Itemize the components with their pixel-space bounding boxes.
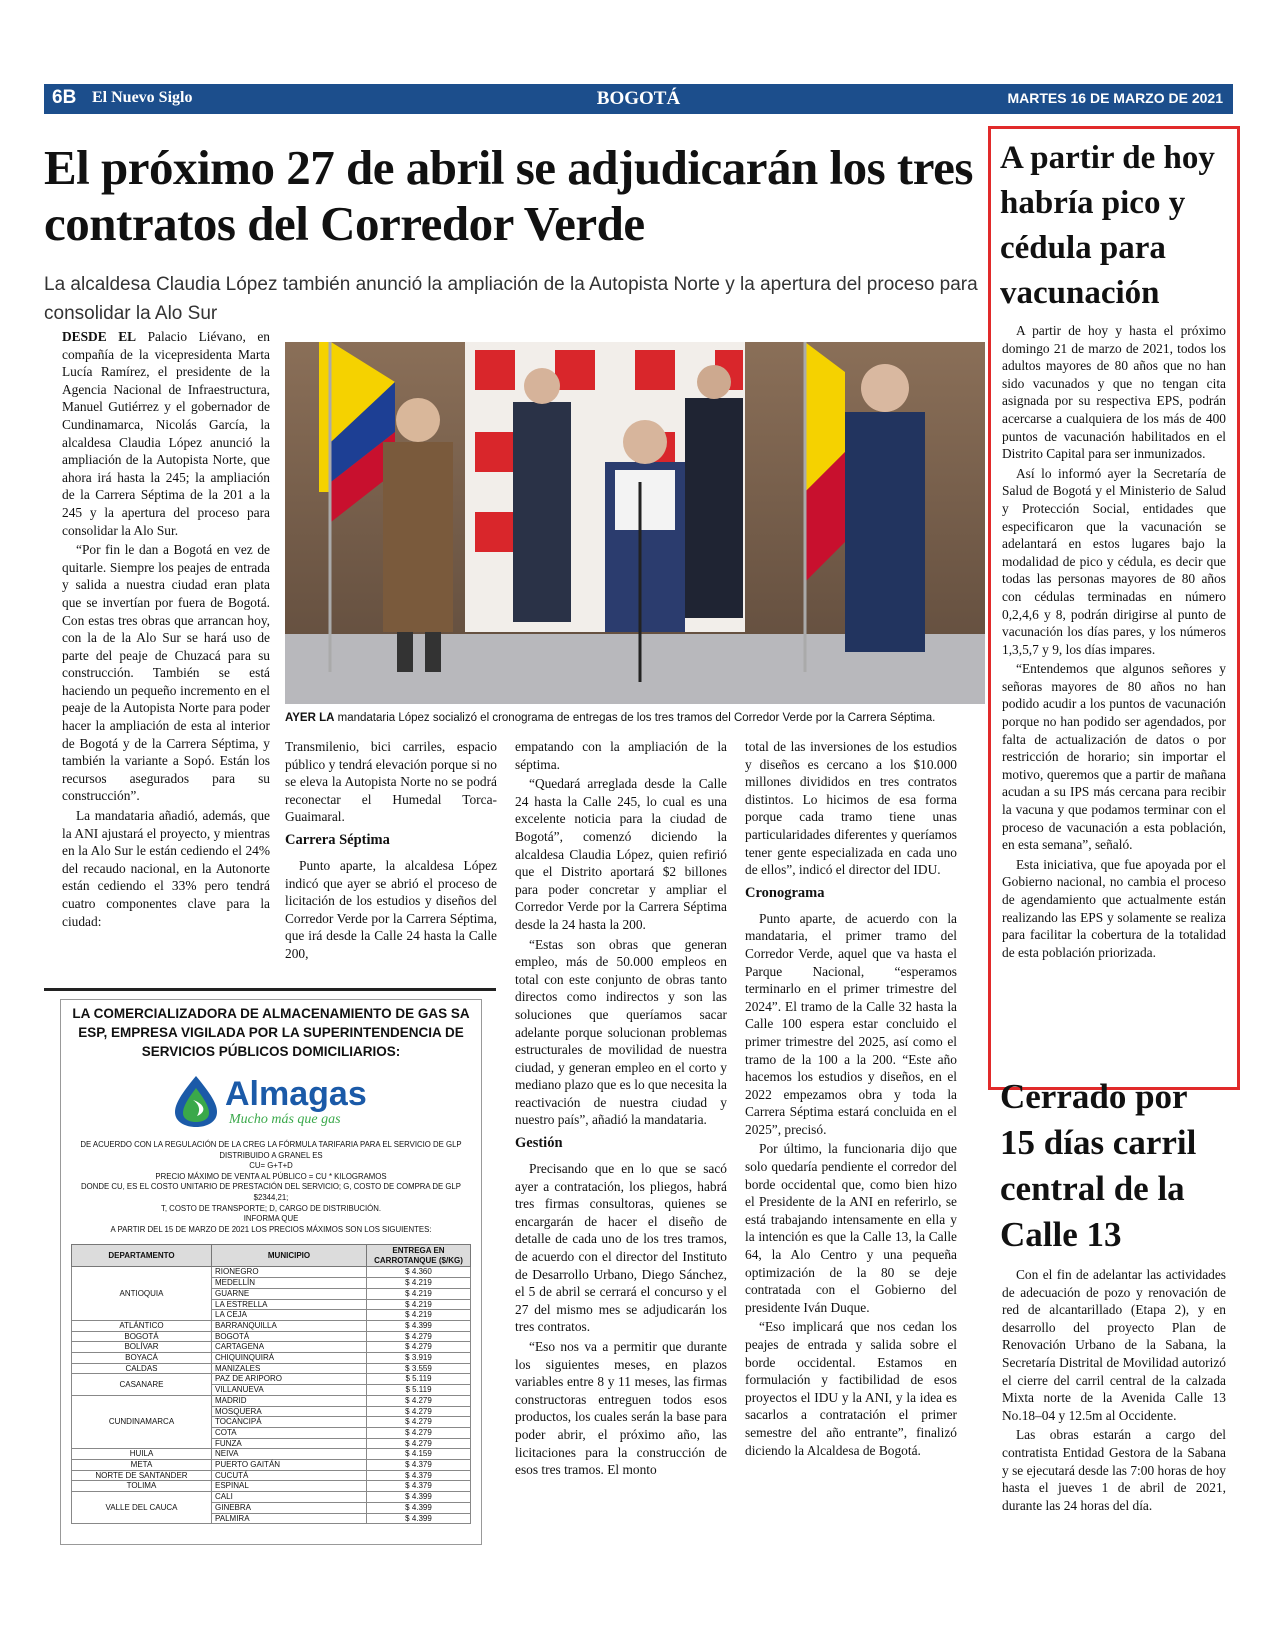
price-rows bbox=[72, 1267, 471, 1524]
paragraph: “Eso nos va a permitir que durante los siguientes meses, en plazos variables entre 8 y 11 meses, las firmas constructoras entreguen todos esos productos, los cuales serán la base para poder abrir, el próximo año, las licitaciones para la construcción de esos tres tramos. El monto bbox=[515, 1339, 727, 1478]
caption-text: mandataria López socializó el cronograma de entregas de los tres tramos del Corredor Verde por la Carrera Séptima. bbox=[334, 712, 936, 724]
page-header-bar bbox=[44, 84, 1233, 114]
lead-paragraph bbox=[62, 328, 270, 539]
cell-price: $ 4.279 bbox=[367, 1331, 471, 1342]
gas-price-table bbox=[71, 1244, 471, 1524]
cell-departamento: BOGOTÁ bbox=[72, 1331, 212, 1342]
cell-price: $ 4.379 bbox=[367, 1481, 471, 1492]
cell-municipio: VILLANUEVA bbox=[212, 1385, 367, 1396]
paragraph: “Eso implicará que nos cedan los peajes de entrada y salida sobre el borde occidental. Estamos en formulación y factibilidad de esos proyectos el IDU y la ANI, y la idea es sacarlos a contratación el primer semestre del año entrante”, finalizó diciendo la Alcaldesa de Bogotá. bbox=[745, 1319, 957, 1458]
cell-price: $ 5.119 bbox=[367, 1374, 471, 1385]
cell-price: $ 4.279 bbox=[367, 1406, 471, 1417]
article-subhead: La alcaldesa Claudia López también anunció la ampliación de la Autopista Norte y la apertura del proceso para consolidar la Alo Sur bbox=[44, 274, 978, 324]
subheading-carrera-septima: Carrera Séptima bbox=[285, 831, 390, 848]
ad-text-line: A PARTIR DEL 15 DE MARZO DE 2021 LOS PRECIOS MÁXIMOS SON LOS SIGUIENTES: bbox=[110, 1224, 432, 1234]
photo-caption bbox=[285, 712, 985, 724]
table-row bbox=[72, 1320, 471, 1331]
cell-price: $ 4.379 bbox=[367, 1470, 471, 1481]
paragraph: Por último, la funcionaria dijo que solo quedaría pendiente el corredor del borde occidental que, como bien hizo el Presidente de la ANI en referirlo, se está trabajando intensamente en ella y la intención es que la Calle 13, la Calle 64, la Alo Centro y una pequeña optimización de la 80 se deje contratada con el Gobierno del presidente Iván Duque. bbox=[745, 1141, 957, 1315]
sidebar-body-calle-13 bbox=[1002, 1266, 1226, 1516]
cell-municipio: ESPINAL bbox=[212, 1481, 367, 1492]
table-header-row bbox=[72, 1245, 471, 1267]
column-header-municipio: MUNICIPIO bbox=[212, 1245, 367, 1267]
table-row bbox=[72, 1353, 471, 1364]
cell-municipio: LA ESTRELLA bbox=[212, 1299, 367, 1310]
cell-price: $ 4.219 bbox=[367, 1288, 471, 1299]
sidebar-headline-vacunacion: A partir de hoy habría pico y cédula para vacunación bbox=[1000, 140, 1215, 311]
almagas-logo bbox=[211, 1074, 411, 1134]
paragraph: “Por fin le dan a Bogotá en vez de quitarle. Siempre los peajes de entrada y salida a nuestra ciudad eran plata que se invertían por fuera de Bogotá. Con estas tres obras que arrancan hoy, con la de la Alo Sur se hará uso de parte del peaje de Chuzacá para su construcción. También se está haciendo un pequeño incremento en el peaje de la Autopista Norte para poder hacer la ampliación de esta al interior de Bogotá y de la Carrera Séptima, y también la variante a Sopó. Están los recursos asegurados para su construcción”. bbox=[62, 542, 270, 804]
table-row bbox=[72, 1363, 471, 1374]
cell-price: $ 4.279 bbox=[367, 1427, 471, 1438]
cell-price: $ 5.119 bbox=[367, 1385, 471, 1396]
cell-municipio: MOSQUERA bbox=[212, 1406, 367, 1417]
cell-price: $ 4.399 bbox=[367, 1492, 471, 1503]
brand-name: Almagas bbox=[225, 1075, 367, 1113]
cell-price: $ 4.360 bbox=[367, 1267, 471, 1278]
cell-municipio: MEDELLÍN bbox=[212, 1278, 367, 1289]
ad-text-line: T, COSTO DE TRANSPORTE; D, CARGO DE DISTRIBUCIÓN. bbox=[160, 1203, 382, 1213]
subheading-gestion: Gestión bbox=[515, 1135, 563, 1152]
table-row bbox=[72, 1481, 471, 1492]
article-headline: El próximo 27 de abril se adjudicarán los tres contratos del Corredor Verde bbox=[44, 140, 973, 251]
ad-formula-text bbox=[65, 1140, 477, 1235]
ad-text-line: PRECIO MÁXIMO DE VENTA AL PÚBLICO = CU * KILOGRAMOS bbox=[155, 1171, 387, 1181]
lead-text: Palacio Liévano, en compañía de la vicepresidenta Marta Lucía Ramírez, el presidente de la Agencia Nacional de Infraestructura, Manuel Gutiérrez y el gobernador de Cundinamarca, Nicolás García, la alcaldesa Claudia López anunció la ampliación de la Autopista Norte, que ahora irá hasta la 245; la ampliación de la Carrera Séptima de la 201 a la 245 y la apertura del proceso para consolidar la Alo Sur. bbox=[62, 329, 270, 538]
publication-date: MARTES 16 DE MARZO DE 2021 bbox=[1007, 90, 1223, 106]
cell-price: $ 3.559 bbox=[367, 1363, 471, 1374]
cell-municipio: MANIZALES bbox=[212, 1363, 367, 1374]
cell-municipio: PAZ DE ARIPORO bbox=[212, 1374, 367, 1385]
cell-price: $ 3.919 bbox=[367, 1353, 471, 1364]
cell-departamento: TOLIMA bbox=[72, 1481, 212, 1492]
table-row bbox=[72, 1460, 471, 1471]
paragraph: Las obras estarán a cargo del contratista Entidad Gestora de la Sabana y se ejecutará desde las 7:00 horas de hoy hasta el jueves 1 de abril de 2021, durante las 24 horas del día. bbox=[1002, 1427, 1226, 1513]
paragraph: Punto aparte, de acuerdo con la mandataria, el primer tramo del Corredor Verde, aquel que va hasta el Parque Nacional, “esperamos terminarlo en el primer trimestre del 2024”. El tramo de la Calle 32 hasta la Calle 100 espera estar concluido el primer trimestre del 2025, así como el tramo de la 100 a la 200. “Este año hacemos los estudios y diseños, en el 2022 empezamos obra y toda la Carrera Séptima estará concluida en el 2025”, precisó. bbox=[745, 910, 957, 1137]
paragraph: “Entendemos que algunos señores y señoras mayores de 80 años no han podido acudir a los puntos de vacunación porque no han podido ser agendados, por falta de actualización de datos o por restricción de horario; sin importar el motivo, queremos que a partir de mañana acudan a su IPS más cercana para recibir la vacuna y que podamos terminar con el proceso de vacunación a esta población, en esta semana”, señaló. bbox=[1002, 661, 1226, 853]
ad-title: LA COMERCIALIZADORA DE ALMACENAMIENTO DE GAS SA ESP, EMPRESA VIGILADA POR LA SUPERINTENDENCIA DE SERVICIOS PÚBLICOS DOMICILIARIOS: bbox=[72, 1006, 470, 1059]
cell-price: $ 4.219 bbox=[367, 1299, 471, 1310]
subheading-cronograma: Cronograma bbox=[745, 884, 825, 901]
table-row bbox=[72, 1331, 471, 1342]
cell-municipio: TOCANCIPÁ bbox=[212, 1417, 367, 1428]
paragraph: A partir de hoy y hasta el próximo domingo 21 de marzo de 2021, todos los adultos mayores de 80 años que no han sido vacunados y que no tengan cita asignada por su respectiva EPS, podrán acercarse a cualquiera de los más de 400 puntos de vacunación habilitados en el Distrito Capital para ser inmunizados. bbox=[1002, 323, 1226, 462]
sidebar-headline-calle-13: Cerrado por 15 días carril central de la Calle 13 bbox=[1000, 1077, 1197, 1254]
paragraph: La mandataria añadió, además, que la ANI ajustará el proyecto, y mientras en la Alo Sur le están cediendo el 24% del recaudo nacional, en la Autonorte están cediendo el 33% pero tendrá cuatro componentes clave para la ciudad: bbox=[62, 808, 270, 929]
paragraph: Con el fin de adelantar las actividades de adecuación de pozo y renovación de red de alcantarillado (Etapa 2), y en desarrollo del proyecto Plan de Renovación Urbano de la Sabana, la Secretaría Distrital de Movilidad autorizó el cierre del carril central de la calzada Mixta norte de la Avenida Calle 13 No.18–04 y 12.5m al Occidente. bbox=[1002, 1267, 1226, 1423]
paragraph: Punto aparte, la alcaldesa López indicó que ayer se abrió el proceso de licitación de los estudios y diseños del Corredor Verde por la Carrera Séptima, que irá desde la Calle 24 hasta la Calle 200, bbox=[285, 857, 497, 961]
sidebar-body-vacunacion bbox=[1002, 322, 1226, 963]
article-column-3 bbox=[515, 738, 727, 1481]
cell-price: $ 4.399 bbox=[367, 1320, 471, 1331]
column-header-departamento: DEPARTAMENTO bbox=[72, 1245, 212, 1267]
table-row bbox=[72, 1470, 471, 1481]
cell-departamento: ATLÁNTICO bbox=[72, 1320, 212, 1331]
press-conference-image bbox=[285, 342, 985, 704]
cell-price: $ 4.279 bbox=[367, 1417, 471, 1428]
cell-municipio: MADRID bbox=[212, 1395, 367, 1406]
cell-departamento: CUNDINAMARCA bbox=[72, 1395, 212, 1449]
ad-formula: CU= G+T+D bbox=[249, 1161, 293, 1171]
cell-municipio: GINEBRA bbox=[212, 1502, 367, 1513]
table-row bbox=[72, 1342, 471, 1353]
table-row bbox=[72, 1492, 471, 1503]
cell-price: $ 4.219 bbox=[367, 1278, 471, 1289]
almagas-advertisement bbox=[44, 988, 496, 1553]
paragraph: “Estas son obras que generan empleo, más de 50.000 empleos en total con este conjunto de obras tanto directos como indirectos y son las soluciones que queríamos sacar adelante porque solucionan problemas estructurales de movilidad de nuestra ciudad, y generan empleo en el corto y mediano plazo que es lo que necesita la reactivación de nuestra ciudad y nuestro país”, añadió la mandataria. bbox=[515, 936, 727, 1128]
publication-name: El Nuevo Siglo bbox=[92, 89, 193, 106]
cell-price: $ 4.399 bbox=[367, 1513, 471, 1524]
paragraph: total de las inversiones de los estudios y diseños es cercano a los $10.000 millones divididos en tres contratos distintos. Lo hicimos de esa forma porque cada tramo tiene unas particularidades diferentes y queríamos tener gente especializada en cada uno de ellos”, indicó el director del IDU. bbox=[745, 739, 957, 878]
article-photo bbox=[285, 342, 985, 704]
cell-price: $ 4.159 bbox=[367, 1449, 471, 1460]
caption-bold: AYER LA bbox=[285, 712, 335, 724]
ad-text-line: DE ACUERDO CON LA REGULACIÓN DE LA CREG LA FÓRMULA TARIFARIA PARA EL SERVICIO DE GLP DISTRIBUIDO A GRANEL ES bbox=[80, 1140, 462, 1160]
cell-departamento: NORTE DE SANTANDER bbox=[72, 1470, 212, 1481]
brand-tagline: Mucho más que gas bbox=[229, 1112, 341, 1127]
table-row bbox=[72, 1395, 471, 1406]
cell-departamento: CALDAS bbox=[72, 1363, 212, 1374]
paragraph: Transmilenio, bici carriles, espacio público y tendrá elevación porque si no se eleva la Autopista Norte no se podrá reconectar el Humedal Torca-Guaimaral. bbox=[285, 739, 497, 825]
page-number: 6B bbox=[52, 87, 77, 108]
cell-municipio: LA CEJA bbox=[212, 1310, 367, 1321]
cell-price: $ 4.379 bbox=[367, 1460, 471, 1471]
cell-municipio: BOGOTÁ bbox=[212, 1331, 367, 1342]
cell-price: $ 4.279 bbox=[367, 1438, 471, 1449]
cell-price: $ 4.399 bbox=[367, 1502, 471, 1513]
cell-departamento: CASANARE bbox=[72, 1374, 212, 1395]
cell-price: $ 4.219 bbox=[367, 1310, 471, 1321]
ad-text-line: DONDE CU, ES EL COSTO UNITARIO DE PRESTACIÓN DEL SERVICIO; G, COSTO DE COMPRA DE GLP $2344,21; bbox=[81, 1182, 461, 1202]
cell-municipio: CALI bbox=[212, 1492, 367, 1503]
cell-departamento: META bbox=[72, 1460, 212, 1471]
paragraph: Así lo informó ayer la Secretaría de Salud de Bogotá y el Ministerio de Salud y Protección Social, entidades que especificaron que la vacunación se adelantará en estos lugares bajo la modalidad de pico y cédula, es decir que todas las personas mayores de 80 años con cédulas terminadas en número 0,2,4,6 y 8, podrán dirigirse al punto de vacunación los días pares, y los números 1,3,5,7 y 9, los días impares. bbox=[1002, 465, 1226, 657]
cell-municipio: BARRANQUILLA bbox=[212, 1320, 367, 1331]
cell-departamento: BOLÍVAR bbox=[72, 1342, 212, 1353]
paragraph: Precisando que en lo que se sacó ayer a contratación, los pliegos, habrá tres firmas consultoras, quienes se encargarán de hacer el diseño de detalle de cada uno de los tres tramos, de acuerdo con el director del Instituto de Desarrollo Urbano, Diego Sánchez, el 5 de abril se cerrará el concurso y el 27 del mismo mes se adjudicarán los tres contratos. bbox=[515, 1161, 727, 1335]
lead-bold: DESDE EL bbox=[62, 329, 137, 344]
ad-text-line: INFORMA QUE bbox=[243, 1214, 299, 1224]
cell-price: $ 4.279 bbox=[367, 1395, 471, 1406]
cell-municipio: PALMIRA bbox=[212, 1513, 367, 1524]
table-row bbox=[72, 1267, 471, 1278]
cell-departamento: ANTIOQUIA bbox=[72, 1267, 212, 1321]
cell-municipio: RIONEGRO bbox=[212, 1267, 367, 1278]
column-header-price: ENTREGA EN CARROTANQUE ($/KG) bbox=[367, 1245, 471, 1267]
paragraph: empatando con la ampliación de la séptima. bbox=[515, 739, 727, 772]
ad-frame bbox=[60, 999, 482, 1545]
cell-departamento: VALLE DEL CAUCA bbox=[72, 1492, 212, 1524]
table-row bbox=[72, 1449, 471, 1460]
cell-municipio: CHIQUINQUIRÁ bbox=[212, 1353, 367, 1364]
cell-price: $ 4.279 bbox=[367, 1342, 471, 1353]
paragraph: “Quedará arreglada desde la Calle 24 hasta la Calle 245, lo cual es una excelente noticia para la ciudad de Bogotá”, comenzó diciendo la alcaldesa Claudia López, quien refirió que el Distrito aportará $2 billones para poder concretar y ampliar el Corredor Verde por la Carrera Séptima desde la 24 hasta la 200. bbox=[515, 776, 727, 932]
cell-municipio: GUARNE bbox=[212, 1288, 367, 1299]
article-column-4 bbox=[745, 738, 957, 1461]
cell-municipio: NEIVA bbox=[212, 1449, 367, 1460]
cell-departamento: HUILA bbox=[72, 1449, 212, 1460]
cell-municipio: COTA bbox=[212, 1427, 367, 1438]
flame-drop-icon bbox=[171, 1074, 221, 1128]
article-column-2 bbox=[285, 738, 497, 965]
article-column-1 bbox=[62, 328, 270, 932]
section-name: BOGOTÁ bbox=[596, 88, 681, 109]
table-row bbox=[72, 1374, 471, 1385]
cell-municipio: PUERTO GAITÁN bbox=[212, 1460, 367, 1471]
cell-municipio: FUNZA bbox=[212, 1438, 367, 1449]
cell-municipio: CUCUTÁ bbox=[212, 1470, 367, 1481]
paragraph: Esta iniciativa, que fue apoyada por el Gobierno nacional, no cambia el proceso de agendamiento que actualmente están realizando las EPS y solamente se realiza para facilitar la cobertura de la totalidad de esta población priorizada. bbox=[1002, 856, 1226, 960]
cell-municipio: CARTAGENA bbox=[212, 1342, 367, 1353]
cell-departamento: BOYACÁ bbox=[72, 1353, 212, 1364]
